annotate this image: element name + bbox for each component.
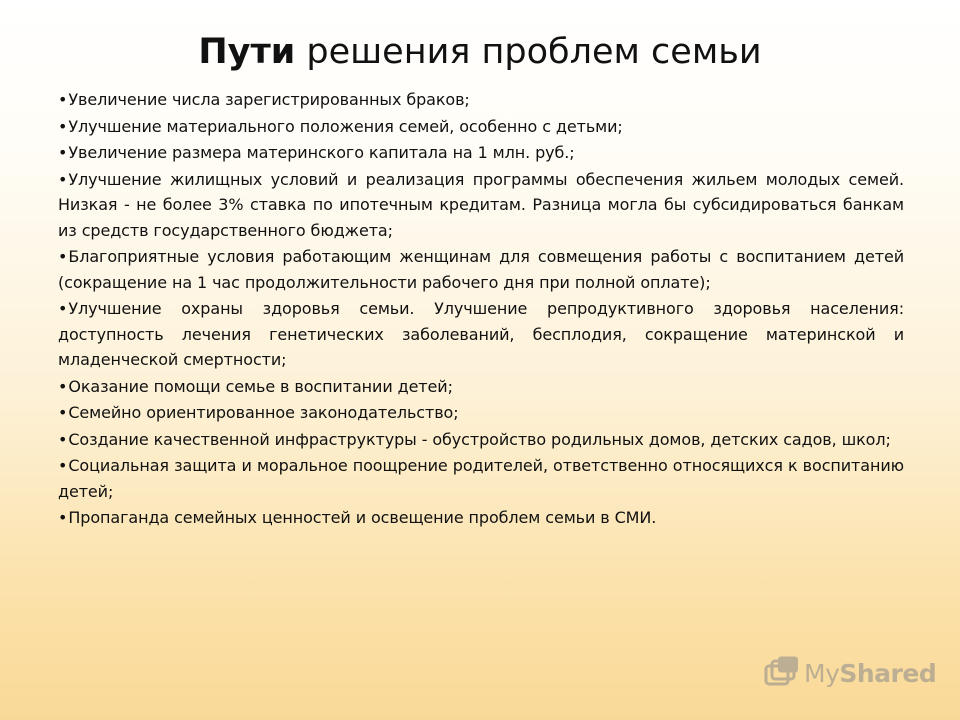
bullet-item bbox=[58, 427, 904, 453]
bullet-item bbox=[58, 87, 904, 113]
bullet-text: Семейно ориентированное законодательство; bbox=[68, 403, 459, 422]
bullet-text: Благоприятные условия работающим женщинам для совмещения работы с воспитанием детей (сокращение на 1 час продолжительности рабочего дня при полной оплате); bbox=[58, 247, 904, 292]
bullet-mark: • bbox=[58, 508, 68, 527]
bullet-mark: • bbox=[58, 247, 68, 266]
bullet-mark: • bbox=[58, 143, 68, 162]
slide-title-rest: решения проблем семьи bbox=[295, 32, 762, 72]
bullet-mark: • bbox=[58, 299, 68, 318]
watermark-shared: Shared bbox=[839, 658, 937, 688]
bullet-item bbox=[58, 453, 904, 504]
bullet-item bbox=[58, 167, 904, 244]
bullet-item bbox=[58, 374, 904, 400]
bullet-mark: • bbox=[58, 376, 68, 396]
watermark-my: My bbox=[804, 658, 840, 688]
slide-title-bold: Пути bbox=[198, 32, 296, 72]
bullet-item bbox=[58, 244, 904, 295]
bullet-text: Увеличение числа зарегистрированных браков; bbox=[68, 90, 470, 109]
bullet-text: Оказание помощи семье в воспитании детей; bbox=[68, 376, 453, 396]
bullet-item bbox=[58, 400, 904, 426]
bullet-text: Улучшение материального положения семей, особенно с детьми; bbox=[68, 116, 623, 136]
bullet-mark: • bbox=[58, 429, 68, 449]
bullet-text: Создание качественной инфраструктуры - обустройство родильных домов, детских садов, школ; bbox=[68, 429, 891, 449]
slide-title bbox=[0, 28, 960, 76]
bullet-text: Улучшение охраны здоровья семьи. Улучшение репродуктивного здоровья населения: доступность лечения генетических заболеваний, бесплодия, сокращение материнской и младенческой смертности; bbox=[58, 299, 904, 369]
bullet-mark: • bbox=[58, 403, 68, 422]
bullet-item bbox=[58, 140, 904, 166]
slides-stack-icon bbox=[764, 656, 800, 690]
bullet-list bbox=[58, 87, 904, 532]
myshared-watermark[interactable] bbox=[764, 652, 936, 694]
bullet-mark: • bbox=[58, 169, 68, 189]
bullet-text: Увеличение размера материнского капитала на 1 млн. руб.; bbox=[68, 143, 575, 162]
bullet-item bbox=[58, 505, 904, 531]
bullet-mark: • bbox=[58, 116, 68, 136]
bullet-mark: • bbox=[58, 90, 68, 109]
bullet-item bbox=[58, 114, 904, 140]
watermark-text bbox=[804, 659, 936, 688]
bullet-item bbox=[58, 296, 904, 373]
bullet-text: Улучшение жилищных условий и реализация программы обеспечения жильем молодых семей. Низкая - не более 3% ставка по ипотечным кредитам. Разница могла бы субсидироваться банкам из средств государственного бюджета; bbox=[58, 169, 904, 240]
bullet-mark: • bbox=[58, 456, 68, 475]
bullet-text: Пропаганда семейных ценностей и освещение проблем семьи в СМИ. bbox=[68, 508, 657, 527]
bullet-text: Социальная защита и моральное поощрение родителей, ответственно относящихся к воспитанию детей; bbox=[58, 456, 904, 501]
